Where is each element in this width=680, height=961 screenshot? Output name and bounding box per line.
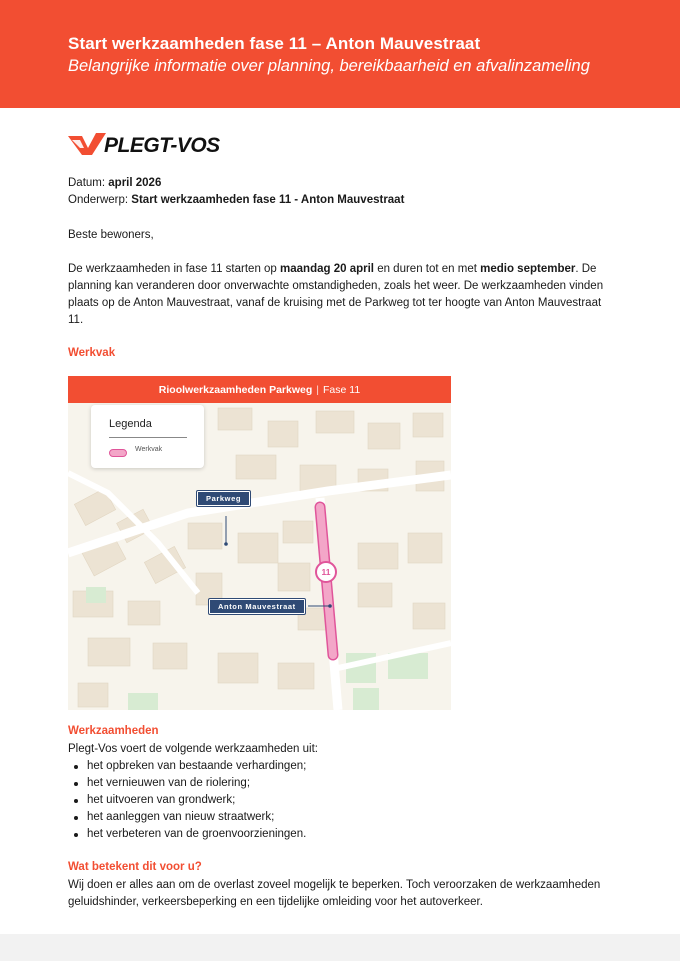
greeting: Beste bewoners, <box>68 229 154 241</box>
list-item: het verbeteren van de groenvoorzieningen. <box>87 826 306 843</box>
list-item: het opbreken van bestaande verhardingen; <box>87 758 306 775</box>
intro-paragraph <box>68 261 613 329</box>
map-title-bar <box>68 376 451 403</box>
werkzaamheden-heading: Werkzaamheden <box>68 725 159 737</box>
date-label: Datum: <box>68 177 106 189</box>
street-label-parkweg: Parkweg <box>197 491 250 506</box>
intro-end-date: medio september <box>480 263 576 275</box>
map-title-separator: | <box>316 383 320 396</box>
plegt-vos-logo <box>68 131 238 157</box>
intro-part3: . De planning kan veranderen door onverwachte omstandigheden, zoals het weer. De werkzaamheden vinden plaats op de Anton Mauvestraat, vanaf de kruising met de Parkweg tot ter hoogte van Anton Mauvestraat 11. <box>68 263 604 326</box>
list-item: het aanleggen van nieuw straatwerk; <box>87 809 306 826</box>
logo-text: PLEGT-VOS <box>104 134 220 157</box>
werkzaamheden-intro: Plegt-Vos voert de volgende werkzaamheden uit: <box>68 743 318 755</box>
subject-label: Onderwerp: <box>68 194 129 206</box>
impact-heading: Wat betekent dit voor u? <box>68 861 202 873</box>
work-area-map <box>68 376 451 710</box>
list-item: het uitvoeren van grondwerk; <box>87 792 306 809</box>
footer-band <box>0 934 680 961</box>
house-number-marker: 11 <box>315 561 337 583</box>
legend-item-label: Werkvak <box>135 446 163 453</box>
intro-part1: De werkzaamheden in fase 11 starten op <box>68 263 281 275</box>
map-phase: Fase 11 <box>323 383 361 396</box>
intro-start-date: maandag 20 april <box>280 263 374 275</box>
intro-part2: en duren tot en met <box>374 263 481 275</box>
header-banner <box>0 0 680 108</box>
street-label-anton-mauvestraat: Anton Mauvestraat <box>209 599 305 614</box>
list-item: het vernieuwen van de riolering; <box>87 775 306 792</box>
legend-title: Legenda <box>109 418 152 430</box>
werkzaamheden-list <box>68 758 306 843</box>
legend-swatch <box>109 449 127 457</box>
date-value: april 2026 <box>108 177 162 189</box>
impact-paragraph: Wij doen er alles aan om de overlast zoveel mogelijk te beperken. Toch veroorzaken de werkzaamheden geluidshinder, verkeersbeperking en een tijdelijke omleiding voor het autoverkeer. <box>68 879 601 908</box>
map-title: Rioolwerkzaamheden Parkweg <box>158 383 313 396</box>
page-subtitle: Belangrijke informatie over planning, bereikbaarheid en afvalinzameling <box>68 57 590 75</box>
map-legend <box>91 405 204 468</box>
subject-value: Start werkzaamheden fase 11 - Anton Mauvestraat <box>131 194 405 206</box>
page-title: Start werkzaamheden fase 11 – Anton Mauvestraat <box>68 34 481 53</box>
werkvak-heading: Werkvak <box>68 347 116 359</box>
legend-divider <box>109 437 187 438</box>
meta-block <box>68 175 404 209</box>
